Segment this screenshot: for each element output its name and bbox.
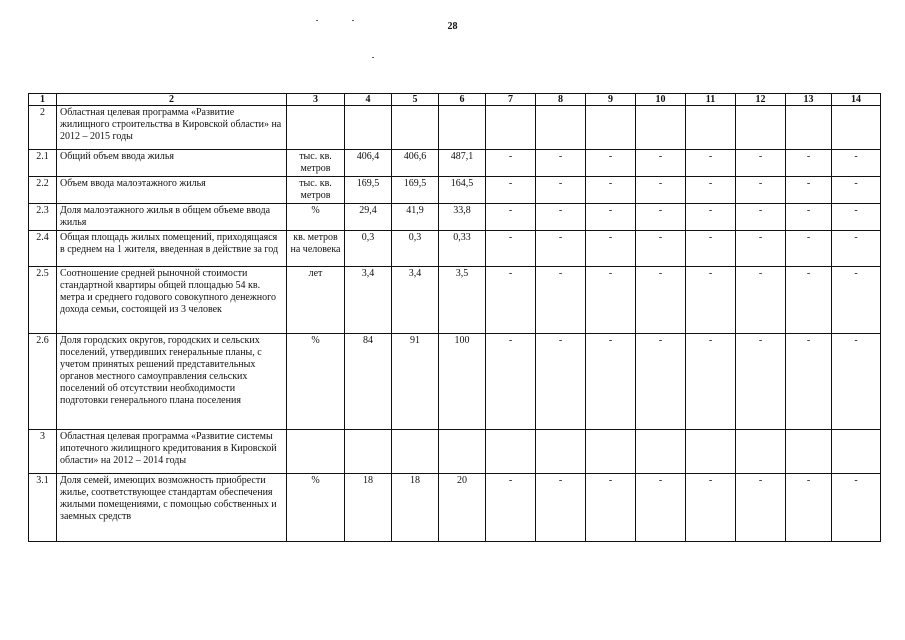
value-col-10: -	[636, 474, 686, 542]
value-col-10: -	[636, 334, 686, 430]
row-number: 2.2	[29, 177, 57, 204]
value-col-13: -	[786, 334, 832, 430]
value-col-7: -	[486, 231, 536, 267]
value-col-6: 0,33	[439, 231, 486, 267]
value-col-9: -	[586, 334, 636, 430]
value-col-5: 3,4	[392, 267, 439, 334]
indicator-name: Объем ввода малоэтажного жилья	[57, 177, 287, 204]
column-number: 1	[29, 94, 57, 106]
value-col-10	[636, 106, 686, 150]
value-col-7: -	[486, 267, 536, 334]
value-col-12: -	[736, 150, 786, 177]
indicator-name: Общая площадь жилых помещений, приходящаяся в среднем на 1 жителя, введенная в действие за год	[57, 231, 287, 267]
value-col-10: -	[636, 204, 686, 231]
value-col-8	[536, 106, 586, 150]
value-col-9: -	[586, 231, 636, 267]
value-col-8: -	[536, 204, 586, 231]
indicator-name: Доля малоэтажного жилья в общем объеме ввода жилья	[57, 204, 287, 231]
row-number: 3	[29, 430, 57, 474]
unit-of-measure: тыс. кв. метров	[287, 177, 345, 204]
table-row	[29, 150, 881, 177]
column-number: 12	[736, 94, 786, 106]
value-col-11: -	[686, 150, 736, 177]
page-number: 28	[447, 21, 458, 32]
table-row	[29, 204, 881, 231]
column-number: 14	[832, 94, 881, 106]
value-col-13	[786, 430, 832, 474]
value-col-10: -	[636, 177, 686, 204]
unit-of-measure	[287, 430, 345, 474]
value-col-6: 33,8	[439, 204, 486, 231]
indicator-name: Доля семей, имеющих возможность приобрести жилье, соответствующее стандартам обеспечения жилыми помещениями, с помощью собственных и заемных средств	[57, 474, 287, 542]
value-col-10	[636, 430, 686, 474]
value-col-6	[439, 106, 486, 150]
value-col-13: -	[786, 150, 832, 177]
column-number: 11	[686, 94, 736, 106]
value-col-12	[736, 430, 786, 474]
value-col-6: 100	[439, 334, 486, 430]
value-col-9: -	[586, 177, 636, 204]
value-col-9: -	[586, 474, 636, 542]
value-col-5: 91	[392, 334, 439, 430]
value-col-5: 0,3	[392, 231, 439, 267]
value-col-6	[439, 430, 486, 474]
value-col-11	[686, 106, 736, 150]
value-col-7: -	[486, 474, 536, 542]
column-number: 2	[57, 94, 287, 106]
column-number: 3	[287, 94, 345, 106]
value-col-4: 3,4	[345, 267, 392, 334]
indicator-name: Областная целевая программа «Развитие жилищного строительства в Кировской области» на 2012 – 2015 годы	[57, 106, 287, 150]
row-number: 2.4	[29, 231, 57, 267]
value-col-8: -	[536, 231, 586, 267]
value-col-8: -	[536, 474, 586, 542]
value-col-5: 406,6	[392, 150, 439, 177]
value-col-11: -	[686, 474, 736, 542]
value-col-11	[686, 430, 736, 474]
row-number: 2.3	[29, 204, 57, 231]
column-number: 9	[586, 94, 636, 106]
unit-of-measure: %	[287, 474, 345, 542]
column-number: 10	[636, 94, 686, 106]
value-col-11: -	[686, 267, 736, 334]
table-row	[29, 231, 881, 267]
indicator-name: Общий объем ввода жилья	[57, 150, 287, 177]
value-col-6: 20	[439, 474, 486, 542]
value-col-12	[736, 106, 786, 150]
value-col-9: -	[586, 150, 636, 177]
column-number: 5	[392, 94, 439, 106]
value-col-4: 18	[345, 474, 392, 542]
value-col-13	[786, 106, 832, 150]
value-col-14: -	[832, 177, 881, 204]
row-number: 2.5	[29, 267, 57, 334]
value-col-13: -	[786, 474, 832, 542]
value-col-7: -	[486, 177, 536, 204]
value-col-8: -	[536, 267, 586, 334]
column-number: 4	[345, 94, 392, 106]
unit-of-measure: %	[287, 334, 345, 430]
value-col-12: -	[736, 177, 786, 204]
value-col-7: -	[486, 150, 536, 177]
value-col-8: -	[536, 177, 586, 204]
indicator-name: Областная целевая программа «Развитие системы ипотечного жилищного кредитования в Кировской области» на 2012 – 2014 годы	[57, 430, 287, 474]
value-col-9: -	[586, 204, 636, 231]
row-number: 2.6	[29, 334, 57, 430]
table-row	[29, 474, 881, 542]
value-col-12: -	[736, 267, 786, 334]
value-col-10: -	[636, 267, 686, 334]
table-row	[29, 177, 881, 204]
value-col-4	[345, 106, 392, 150]
value-col-14: -	[832, 231, 881, 267]
row-number: 2	[29, 106, 57, 150]
value-col-13: -	[786, 231, 832, 267]
row-number: 3.1	[29, 474, 57, 542]
column-number: 6	[439, 94, 486, 106]
value-col-6: 3,5	[439, 267, 486, 334]
row-number: 2.1	[29, 150, 57, 177]
value-col-4: 169,5	[345, 177, 392, 204]
value-col-4	[345, 430, 392, 474]
value-col-12: -	[736, 474, 786, 542]
value-col-5: 18	[392, 474, 439, 542]
value-col-5	[392, 106, 439, 150]
column-number: 13	[786, 94, 832, 106]
column-number-row	[29, 94, 881, 106]
value-col-11: -	[686, 334, 736, 430]
value-col-4: 406,4	[345, 150, 392, 177]
value-col-9: -	[586, 267, 636, 334]
unit-of-measure: %	[287, 204, 345, 231]
scan-speck	[372, 57, 374, 58]
value-col-4: 0,3	[345, 231, 392, 267]
value-col-14	[832, 106, 881, 150]
value-col-8: -	[536, 334, 586, 430]
value-col-9	[586, 430, 636, 474]
indicators-table	[28, 93, 881, 542]
value-col-7	[486, 430, 536, 474]
scan-speck	[316, 20, 318, 21]
indicator-name: Доля городских округов, городских и сельских поселений, утвердивших генеральные планы, с учетом принятых решений представительных органов местного самоуправления сельских поселений об отсутствии необходимости подготовки генерального плана поселения	[57, 334, 287, 430]
value-col-5	[392, 430, 439, 474]
value-col-9	[586, 106, 636, 150]
value-col-10: -	[636, 231, 686, 267]
unit-of-measure: кв. метров на человека	[287, 231, 345, 267]
table-row	[29, 106, 881, 150]
value-col-10: -	[636, 150, 686, 177]
value-col-14	[832, 430, 881, 474]
value-col-12: -	[736, 231, 786, 267]
table-row	[29, 267, 881, 334]
value-col-14: -	[832, 150, 881, 177]
value-col-11: -	[686, 177, 736, 204]
value-col-11: -	[686, 204, 736, 231]
unit-of-measure	[287, 106, 345, 150]
column-number: 7	[486, 94, 536, 106]
value-col-4: 29,4	[345, 204, 392, 231]
value-col-5: 169,5	[392, 177, 439, 204]
value-col-14: -	[832, 474, 881, 542]
value-col-13: -	[786, 177, 832, 204]
value-col-8	[536, 430, 586, 474]
value-col-13: -	[786, 204, 832, 231]
value-col-14: -	[832, 334, 881, 430]
value-col-7	[486, 106, 536, 150]
value-col-8: -	[536, 150, 586, 177]
value-col-12: -	[736, 204, 786, 231]
unit-of-measure: лет	[287, 267, 345, 334]
value-col-11: -	[686, 231, 736, 267]
value-col-4: 84	[345, 334, 392, 430]
value-col-6: 164,5	[439, 177, 486, 204]
table-row	[29, 334, 881, 430]
value-col-6: 487,1	[439, 150, 486, 177]
table-row	[29, 430, 881, 474]
indicator-name: Соотношение средней рыночной стоимости стандартной квартиры общей площадью 54 кв. метра и среднего годового совокупного денежного дохода семьи, состоящей из 3 человек	[57, 267, 287, 334]
value-col-13: -	[786, 267, 832, 334]
value-col-12: -	[736, 334, 786, 430]
value-col-7: -	[486, 334, 536, 430]
unit-of-measure: тыс. кв. метров	[287, 150, 345, 177]
value-col-7: -	[486, 204, 536, 231]
column-number: 8	[536, 94, 586, 106]
value-col-14: -	[832, 204, 881, 231]
value-col-14: -	[832, 267, 881, 334]
scan-speck	[352, 20, 354, 21]
value-col-5: 41,9	[392, 204, 439, 231]
